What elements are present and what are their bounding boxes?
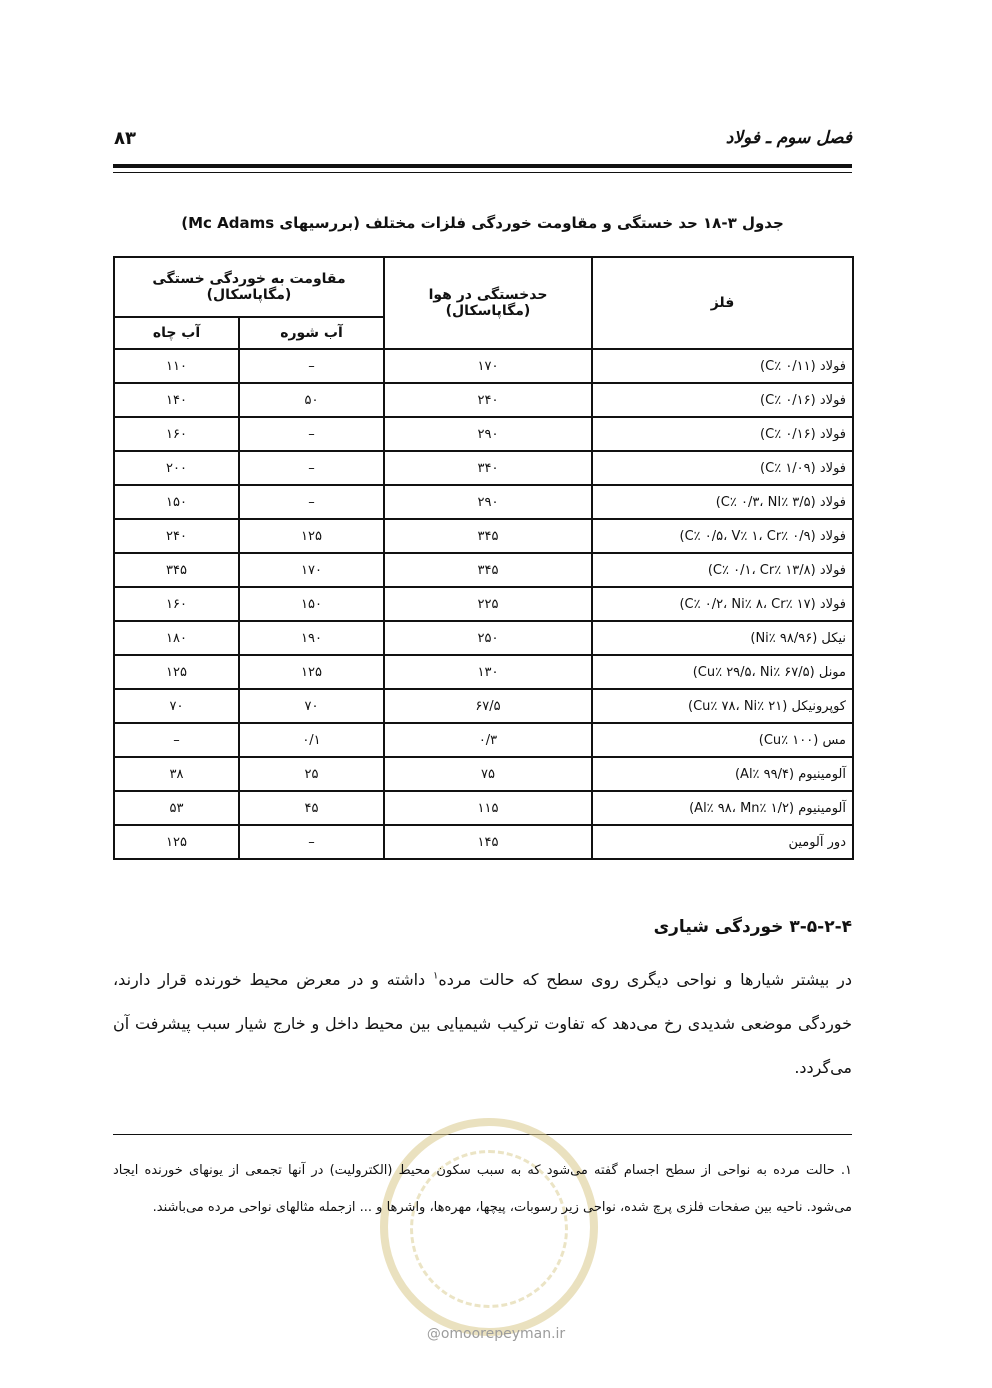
- table-row: [114, 757, 853, 791]
- cell-air: ۷۵: [384, 757, 592, 791]
- cell-metal: دور آلومین: [592, 825, 853, 859]
- site-watermark: @omoorepeyman.ir: [426, 1326, 566, 1342]
- cell-metal: فولاد (C٪ ۰/۱، Cr٪ ۱۳/۸): [592, 553, 853, 587]
- header-well-water: آب چاه: [114, 317, 239, 349]
- cell-air: ۳۴۵: [384, 519, 592, 553]
- page-number: ۸۳: [114, 128, 136, 149]
- footnote-ref: ۱: [433, 970, 439, 982]
- cell-salt: ۲۵: [239, 757, 384, 791]
- cell-salt: ۰/۱: [239, 723, 384, 757]
- table-row: [114, 723, 853, 757]
- cell-air: ۱۳۰: [384, 655, 592, 689]
- cell-metal: فولاد (C٪ ۰/۲، Ni٪ ۸، Cr٪ ۱۷): [592, 587, 853, 621]
- cell-well: ۲۴۰: [114, 519, 239, 553]
- cell-well: ۱۶۰: [114, 587, 239, 621]
- cell-salt: ۱۲۵: [239, 519, 384, 553]
- cell-air: ۲۹۰: [384, 417, 592, 451]
- header-salt-water: آب شوره: [239, 317, 384, 349]
- footnote-text: ۱. حالت مرده به نواحی از سطح اجسام گفته می‌شود که به سبب سکون محیط (الکترولیت) در آنها تجمعی از یونهای خورنده ایجاد می‌شود. ناحیه بین صفحات فلزی پرچ شده، نواحی زیر رسوبات، پیچها، مهره‌ها، واشرها و ... ازجمله مثالهای نواحی مرده می‌باشند.: [113, 1163, 852, 1215]
- table-row: [114, 519, 853, 553]
- cell-salt: ۴۵: [239, 791, 384, 825]
- cell-salt: –: [239, 417, 384, 451]
- cell-air: ۳۴۰: [384, 451, 592, 485]
- cell-well: ۷۰: [114, 689, 239, 723]
- cell-salt: ۱۵۰: [239, 587, 384, 621]
- cell-well: ۱۸۰: [114, 621, 239, 655]
- table-row: [114, 417, 853, 451]
- cell-air: ۶۷/۵: [384, 689, 592, 723]
- cell-metal: کوپرونیکل (Cu٪ ۷۸، Ni٪ ۲۱): [592, 689, 853, 723]
- cell-air: ۳۴۵: [384, 553, 592, 587]
- cell-salt: ۵۰: [239, 383, 384, 417]
- cell-metal: نیکل (Ni٪ ۹۸/۹۶): [592, 621, 853, 655]
- cell-well: ۵۳: [114, 791, 239, 825]
- cell-well: ۱۶۰: [114, 417, 239, 451]
- table-row: [114, 383, 853, 417]
- cell-well: ۱۱۰: [114, 349, 239, 383]
- cell-metal: فولاد (C٪ ۰/۱۶): [592, 383, 853, 417]
- cell-salt: –: [239, 485, 384, 519]
- cell-salt: ۱۷۰: [239, 553, 384, 587]
- table-row: [114, 655, 853, 689]
- cell-well: ۱۲۵: [114, 655, 239, 689]
- cell-well: ۱۵۰: [114, 485, 239, 519]
- chapter-title: فصل سوم ـ فولاد: [725, 128, 852, 148]
- cell-air: ۲۵۰: [384, 621, 592, 655]
- cell-well: ۱۲۵: [114, 825, 239, 859]
- cell-well: –: [114, 723, 239, 757]
- fatigue-table: [113, 256, 854, 860]
- cell-salt: –: [239, 825, 384, 859]
- cell-metal: آلومینیوم (Al٪ ۹۸، Mn٪ ۱/۲): [592, 791, 853, 825]
- cell-metal: فولاد (C٪ ۱/۰۹): [592, 451, 853, 485]
- cell-salt: ۷۰: [239, 689, 384, 723]
- table-row: [114, 825, 853, 859]
- cell-metal: فولاد (C٪ ۰/۱۶): [592, 417, 853, 451]
- header-corrosion-fatigue: مقاومت به خوردگی خستگی (مگاپاسکال): [114, 257, 384, 317]
- section-heading: ۳-۵-۲-۴ خوردگی شیاری: [653, 917, 852, 937]
- section-paragraph: [113, 958, 852, 1090]
- cell-air: ۰/۳: [384, 723, 592, 757]
- cell-salt: –: [239, 349, 384, 383]
- paragraph-part1: در بیشتر شیارها و نواحی دیگری روی سطح که حالت مرده: [438, 970, 852, 989]
- cell-salt: ۱۹۰: [239, 621, 384, 655]
- table-row: [114, 485, 853, 519]
- table-row: [114, 553, 853, 587]
- cell-air: ۲۴۰: [384, 383, 592, 417]
- cell-metal: فولاد (C٪ ۰/۵، V٪ ۱، Cr٪ ۰/۹): [592, 519, 853, 553]
- cell-well: ۳۸: [114, 757, 239, 791]
- cell-air: ۱۷۰: [384, 349, 592, 383]
- table-row: [114, 791, 853, 825]
- header-fatigue-air: حدخستگی در هوا (مگاپاسکال): [384, 257, 592, 349]
- cell-well: ۳۴۵: [114, 553, 239, 587]
- table-row: [114, 587, 853, 621]
- table-row: [114, 689, 853, 723]
- cell-air: ۲۲۵: [384, 587, 592, 621]
- cell-metal: فولاد (C٪ ۰/۳، NI٪ ۳/۵): [592, 485, 853, 519]
- cell-air: ۲۹۰: [384, 485, 592, 519]
- header-rule-thick: [113, 164, 852, 168]
- cell-metal: فولاد (C٪ ۰/۱۱): [592, 349, 853, 383]
- cell-air: ۱۱۵: [384, 791, 592, 825]
- cell-well: ۱۴۰: [114, 383, 239, 417]
- cell-air: ۱۴۵: [384, 825, 592, 859]
- cell-well: ۲۰۰: [114, 451, 239, 485]
- table-row: [114, 349, 853, 383]
- table-row: [114, 621, 853, 655]
- paragraph-part2: داشته و در معرض محیط خورنده قرار دارند، خوردگی موضعی شدیدی رخ می‌دهد که تفاوت ترکیب شیمیایی بین محیط داخل و خارج شیار سبب پیشرفت آن می‌گردد.: [113, 970, 852, 1077]
- cell-salt: ۱۲۵: [239, 655, 384, 689]
- cell-metal: مونل (Cu٪ ۲۹/۵، Ni٪ ۶۷/۵): [592, 655, 853, 689]
- header-metal: فلز: [592, 257, 853, 349]
- header-rule-thin: [113, 172, 852, 173]
- cell-metal: مس (Cu٪ ۱۰۰): [592, 723, 853, 757]
- cell-salt: –: [239, 451, 384, 485]
- table-row: [114, 451, 853, 485]
- table-caption: جدول ۳-۱۸ حد خستگی و مقاومت خوردگی فلزات مختلف (بررسیهای Mc Adams): [181, 214, 784, 232]
- cell-metal: آلومینیوم (Al٪ ۹۹/۴): [592, 757, 853, 791]
